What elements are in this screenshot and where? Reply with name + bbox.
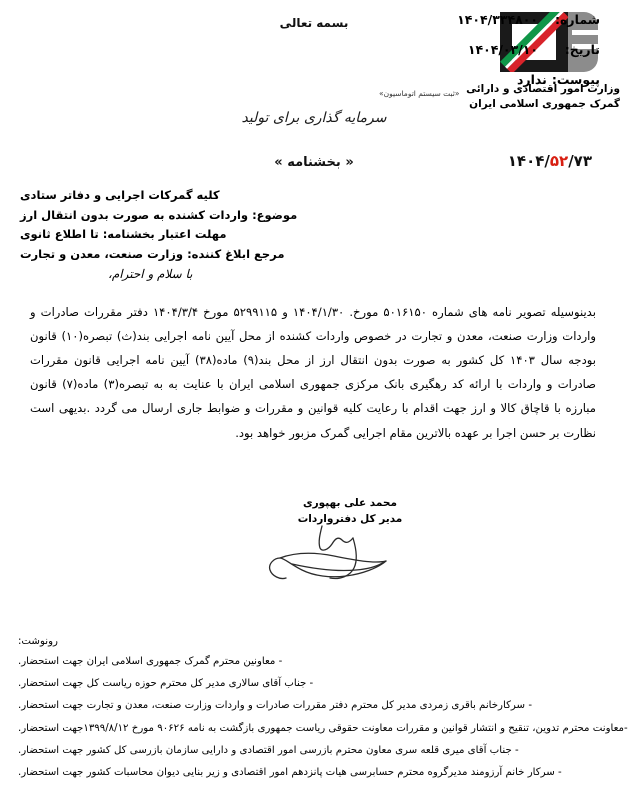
recipient-line: کلیه گمرکات اجرایی و دفاتر ستادی [20,188,220,202]
validity-line: مهلت اعتبار بخشنامه: تا اطلاع ثانوی [20,227,227,241]
document-meta [365,12,600,98]
attachment-row [365,72,600,87]
cc-block [18,636,628,789]
cc-list-item: - جناب آقای میری قلعه سری معاون محترم بازرسی امور اقتصادی و دارایی سازمان بازرسی کل کشور جهت استحضار. [18,744,519,756]
document-number-row [365,12,600,27]
besmeh-taala: بسمه تعالی [279,16,349,30]
document-kind-title: « بخشنامه » [274,155,354,170]
document-date-label: تاریخ: [564,42,600,57]
attachment-value: ندارد [517,72,547,87]
issuer-line: مرجع ابلاغ کننده: وزارت صنعت، معدن و تجارت [20,246,285,261]
serial-highlight: ۵۲ [549,152,569,170]
circular-serial-number [508,152,592,170]
address-block [0,190,628,280]
serial-prefix: ۱۴۰۴/ [507,152,550,170]
handwritten-signature-icon [230,524,470,584]
document-number-label: شماره: [555,12,600,27]
cc-list-item: -معاونت محترم تدوین، تنقیح و انتشار قوانین و مقررات معاونت حقوقی ریاست جمهوری بازگشت به نامه ۹۰۶۲۶ مورخ ۱۳۹۹/۸/۱۲جهت استحضار. [18,722,628,734]
body-block [30,300,596,445]
automation-stamp-note: «ثبت سیستم اتوماسیون» [379,89,460,98]
agency-name: گمرک جمهوری اسلامی ایران [469,98,620,111]
ministry-name: وزارت امور اقتصادی و دارائی [466,83,620,95]
document-date-value: ۱۴۰۴/۰۳/۱۰ [467,42,538,57]
signatory-title: مدیر کل دفترواردات [297,512,403,525]
serial-suffix: /۷۳ [568,152,592,170]
year-slogan: سرمایه گذاری برای تولید [241,110,387,126]
cc-list-item: - معاونین محترم گمرک جمهوری اسلامی ایران جهت استحضار. [18,656,283,667]
subject-line: موضوع: واردات کشنده به صورت بدون انتقال ارز [20,207,298,222]
greeting-line: با سلام و احترام، [108,267,193,281]
signature-block [230,496,570,584]
cc-list-item: - سرکار خانم آرزومند مدیرگروه محترم حسابرسی هیات پانزدهم امور اقتصادی و زیر بنایی دیوان محاسبات کشور جهت استحضار. [18,767,562,779]
attachment-label: پیوست: [551,72,600,87]
signatory-name: محمد علی بهپوری [303,497,397,509]
document-date-row [365,42,600,57]
cc-list-item: - سرکارخانم باقری زمردی مدیر کل محترم دفتر مقررات صادرات و واردات وزارت صنعت، معدن و تجارت جهت استحضار. [18,700,533,712]
body-paragraph: بدینوسیله تصویر نامه های شماره ۵۰۱۶۱۵۰ مورخ. ۱۴۰۴/۱/۳۰ و ۵۲۹۹۱۱۵ مورخ ۱۴۰۴/۳/۴ دفتر مقررات صادرات و واردات وزارت صنعت، معدن و تجارت در خصوص واردات کشنده از محل آیین نامه اجرایی بند(ث) تبصره(۱۰) قانون بودجه سال ۱۴۰۳ کل کشور به صورت بدون انتقال ارز از محل بند(۹) ماده(۳۸) آیین نامه اجرایی قانون مقررات صادرات و واردات با ارائه کد رهگیری بانک مرکزی جمهوری اسلامی ایران با عنایت به به تبصره(۳) ماده(۷) قانون مبارزه با قاچاق کالا و ارز جهت اقدام با رعایت کلیه قوانین و مقررات و ضوابط جاری ارسال می گردد .بدیهی است نظارت بر حسن اجرا بر عهده بالاترین مقام اجرایی گمرک مزبور خواهد بود. [30,305,596,440]
document-number-value: ۱۴۰۴/۳۳۴۸۰۰ [457,12,538,27]
cc-heading: رونوشت: [18,636,58,647]
cc-list-item: - جناب آقای سالاری مدیر کل محترم حوزه ریاست کل جهت استحضار. [18,678,314,690]
